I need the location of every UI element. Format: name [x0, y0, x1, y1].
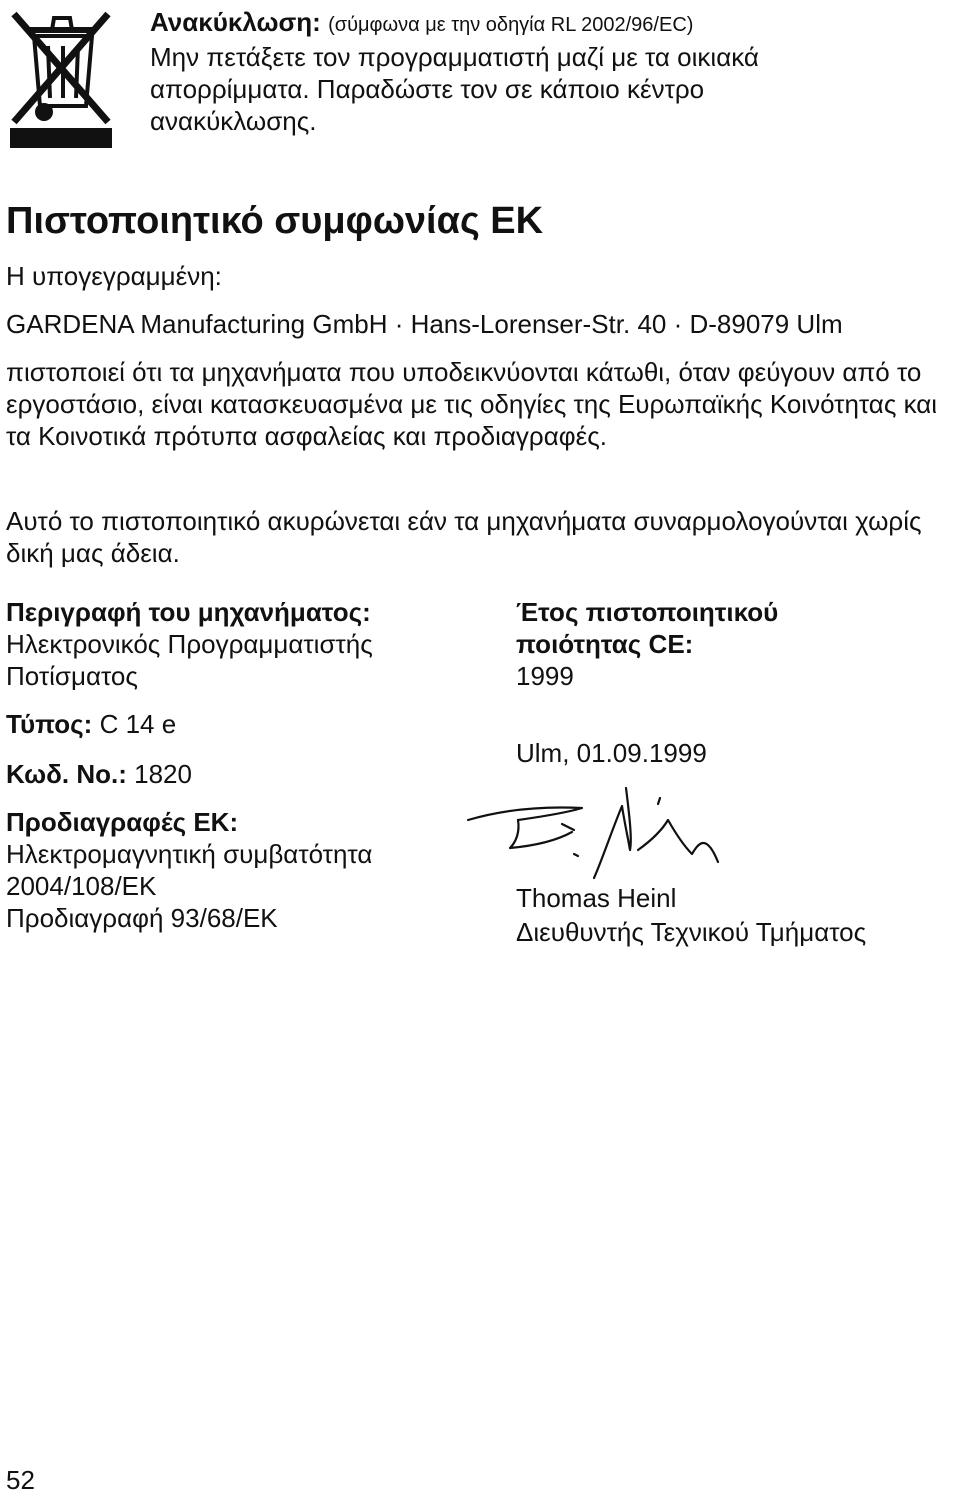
- recycling-heading: Ανακύκλωση:: [150, 7, 321, 37]
- company-address: GARDENA Manufacturing GmbH · Hans-Lorenser-Str. 40 · D-89079 Ulm: [6, 309, 843, 339]
- signature-image: [462, 780, 732, 890]
- description-line: Ποτίσματος: [6, 661, 138, 691]
- spec-line: Προδιαγραφή 93/68/ΕΚ: [6, 903, 278, 933]
- recycling-directive-note: (σύμφωνα με την οδηγία RL 2002/96/EC): [328, 14, 694, 36]
- recycling-notice: [150, 6, 759, 137]
- code-value: 1820: [134, 759, 192, 789]
- certificate-intro: πιστοποιεί ότι τα μηχανήματα που υποδεικνύονται κάτωθι, όταν φεύγουν από το εργοστάσιο, είναι κατασκευασμένα με τις οδηγίες της Ευρωπαϊκής Κοινότητας και τα Κοινοτικά πρότυπα ασφαλείας και προδιαγραφές.: [6, 357, 938, 451]
- crossed-out-bin-icon: [8, 6, 114, 148]
- undersigned-label: Η υπογεγραμμένη:: [6, 261, 222, 291]
- signer-role: Διευθυντής Τεχνικού Τμήματος: [516, 917, 867, 947]
- ce-year-value: 1999: [516, 661, 574, 691]
- place-date: Ulm, 01.09.1999: [516, 738, 707, 768]
- page-number: 52: [6, 1465, 35, 1495]
- description-line: Ηλεκτρονικός Προγραμματιστής: [6, 629, 373, 659]
- recycling-line: απορρίμματα. Παραδώστε τον σε κάποιο κέντρο: [150, 74, 705, 104]
- machine-description-label: Περιγραφή του μηχανήματος:: [6, 597, 371, 627]
- code-label: Κωδ. Νο.:: [6, 759, 127, 789]
- spec-line: Ηλεκτρομαγνητική συμβατότητα: [6, 839, 373, 869]
- code-row: [6, 758, 192, 790]
- spec-line: 2004/108/ΕΚ: [6, 871, 157, 901]
- machine-description-value: [6, 628, 373, 692]
- type-label: Τύπος:: [6, 709, 93, 739]
- type-row: [6, 708, 176, 740]
- recycling-line: ανακύκλωσης.: [150, 106, 317, 136]
- ce-year-label-line: Έτος πιστοποιητικού: [516, 597, 779, 627]
- spec-label: Προδιαγραφές ΕΚ:: [6, 807, 239, 837]
- ce-year-label: [516, 596, 778, 660]
- signer-name: Thomas Heinl: [516, 883, 677, 913]
- page-title: Πιστοποιητικό συμφωνίας ΕΚ: [6, 200, 544, 242]
- ce-year-label-line: ποιότητας CE:: [516, 629, 694, 659]
- spec-values: [6, 838, 372, 934]
- void-notice: Αυτό το πιστοποιητικό ακυρώνεται εάν τα μηχανήματα συναρμολογούνται χωρίς δική μας άδεια.: [6, 506, 922, 568]
- type-value: C 14 e: [99, 709, 177, 739]
- recycling-line: Μην πετάξετε τον προγραμματιστή μαζί με τα οικιακά: [150, 42, 759, 72]
